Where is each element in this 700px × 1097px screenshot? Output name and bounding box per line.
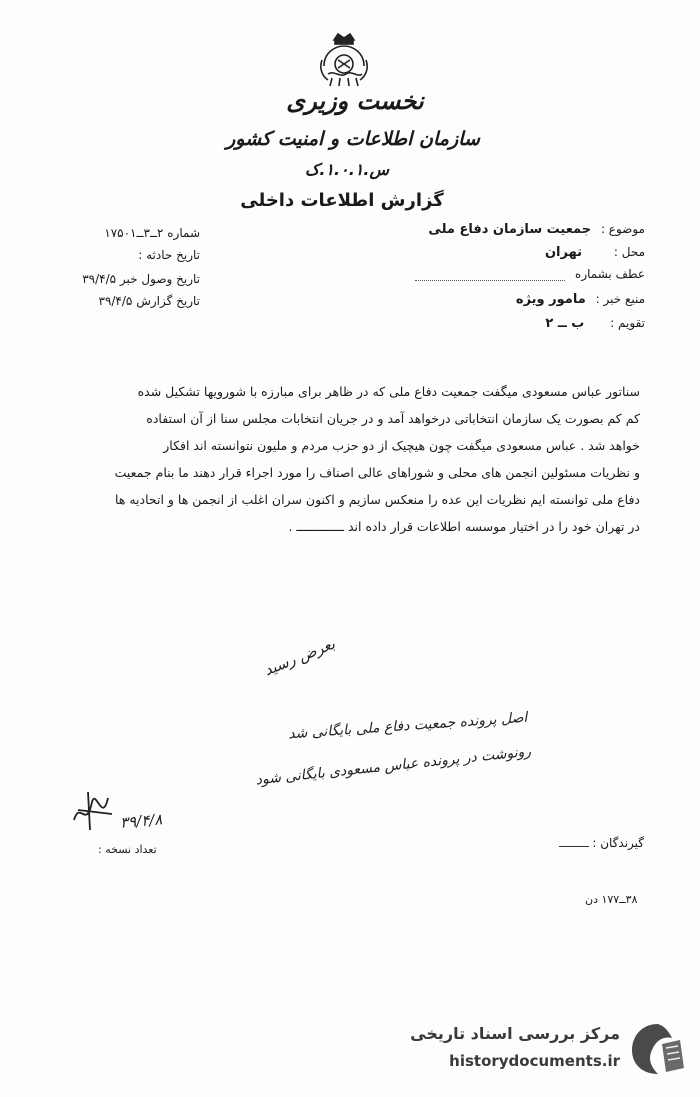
subject-label: موضوع : bbox=[600, 222, 645, 236]
source-field bbox=[395, 292, 645, 307]
watermark-title: مرکز بررسی اسناد تاریخی bbox=[410, 1024, 620, 1043]
handwritten-note-top: بعرض رسید bbox=[261, 634, 338, 680]
subject-field bbox=[395, 222, 645, 237]
rating-value: ب ــ ۲ bbox=[545, 316, 585, 331]
watermark-url: historydocuments.ir bbox=[449, 1052, 620, 1070]
signature-scribble bbox=[68, 780, 128, 840]
body-line: کم کم بصورت یک سازمان انتخاباتی درخواهد آمد و در جریان انتخابات مجلس سنا از آن استفاده bbox=[146, 411, 640, 426]
report-number: شماره ۲ــ۳ــ۱۷۵۰۱ bbox=[104, 226, 200, 240]
receipt-date: تاریخ وصول خبر ۳۹/۴/۵ bbox=[82, 272, 200, 286]
rating-field bbox=[395, 316, 645, 331]
place-value: تهران bbox=[544, 245, 583, 260]
rating-label: تقویم : bbox=[610, 316, 645, 330]
letterhead-organization: سازمان اطلاعات و امنیت کشور bbox=[226, 128, 480, 150]
report-date: تاریخ گزارش ۳۹/۴/۵ bbox=[98, 294, 200, 308]
body-line: دفاع ملی توانسته ایم نظریات این عده را منعکس سازیم و اکنون سران اغلب از انجمن ها و اتحادیه ها bbox=[114, 492, 640, 507]
reference-label: عطف بشماره bbox=[575, 267, 645, 281]
body-line: و نظریات مسئولین انجمن های محلی و شوراهای عالی اصناف را مورد اجراء قرار دهند ما بنام جمعیت bbox=[114, 465, 640, 480]
letterhead-code: س.۱.۰.۱.ک bbox=[305, 160, 389, 179]
receivers-field bbox=[559, 836, 644, 850]
source-value: مامور ویژه bbox=[515, 292, 586, 307]
report-title: گزارش اطلاعات داخلی bbox=[240, 190, 444, 211]
lion-and-sun-emblem bbox=[316, 30, 372, 90]
body-line: خواهد شد . عباس مسعودی میگفت چون هیچیک از دو حزب مردم و ملیون نتوانسته اند افکار bbox=[163, 438, 640, 453]
body-line: سناتور عباس مسعودی میگفت جمعیت دفاع ملی که در ظاهر برای مبارزه با شورویها تشکیل شده bbox=[137, 384, 640, 399]
receivers-label: گیرندگان : bbox=[592, 836, 644, 850]
handwritten-note-archive: اصل پرونده جمعیت دفاع ملی بایگانی شد bbox=[288, 709, 529, 743]
source-label: منبع خبر : bbox=[595, 292, 645, 306]
handwritten-note-copy: رونوشت در پرونده عباس مسعودی بایگانی شود bbox=[255, 743, 533, 789]
place-field bbox=[395, 245, 645, 260]
archive-logo-icon bbox=[628, 1020, 688, 1078]
reference-blank-line bbox=[415, 270, 565, 281]
letterhead-ministry: نخست وزیری bbox=[286, 86, 424, 115]
reference-field bbox=[395, 267, 645, 281]
report-body bbox=[40, 378, 640, 540]
body-line: در تهران خود را در اختیار موسسه اطلاعات قرار داده اند ـــــــــــــ . bbox=[288, 519, 640, 534]
incident-date: تاریخ حادثه : bbox=[138, 248, 200, 262]
copies-count-label: تعداد نسخه : bbox=[98, 843, 157, 856]
receivers-blank-line bbox=[559, 846, 589, 847]
place-label: محل : bbox=[613, 245, 645, 259]
handwritten-date: ۳۹/۴/۸ bbox=[119, 810, 164, 832]
form-code: ۳۸ــ۱۷۷ دن bbox=[585, 893, 638, 906]
subject-value: جمعیت سازمان دفاع ملی bbox=[428, 222, 592, 237]
